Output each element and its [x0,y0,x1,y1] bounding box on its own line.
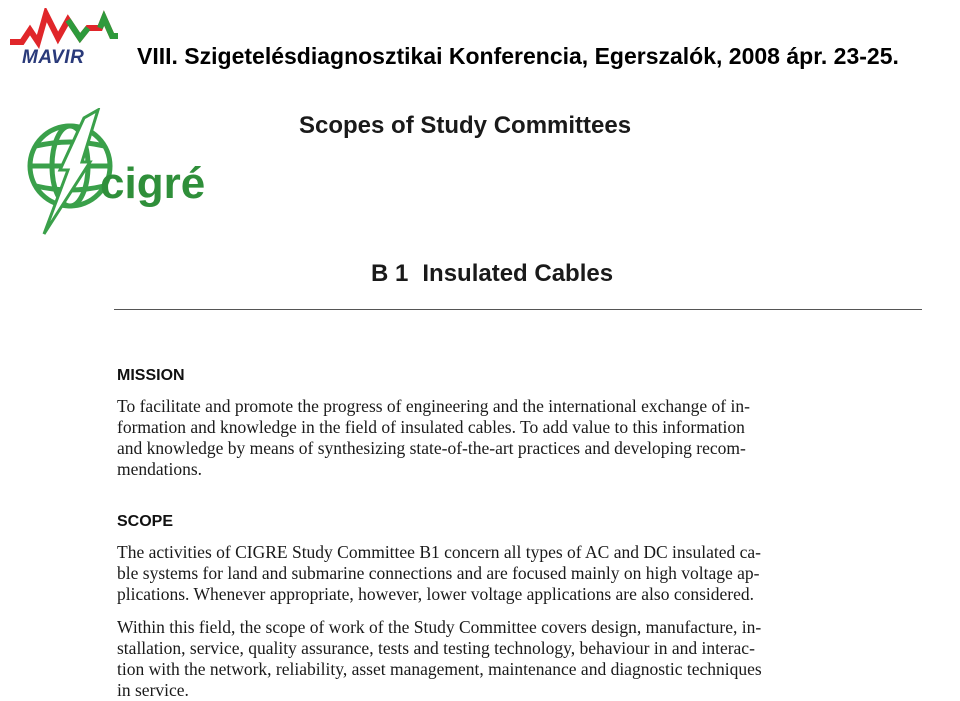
committee-name: Insulated Cables [422,260,614,287]
paragraph-line: Within this field, the scope of work of the Study Committee covers design, manufacture, in- [117,617,762,637]
paragraph-line: stallation, service, quality assurance, tests and testing technology, behaviour in and interac- [117,638,755,658]
committee-heading [371,258,613,290]
paragraph-line: tion with the network, reliability, asset management, maintenance and diagnostic techniques [117,659,762,679]
scope-paragraph-1 [117,542,917,605]
paragraph-line: The activities of CIGRE Study Committee B1 concern all types of AC and DC insulated ca- [117,542,761,562]
cigre-logo-text: cigré [100,159,206,208]
conference-title: VIII. Szigetelésdiagnosztikai Konferencia, Egerszalók, 2008 ápr. 23-25. [137,43,899,69]
cigre-logo [24,108,206,236]
mission-paragraph [117,396,917,480]
paragraph-line: ble systems for land and submarine connections and are focused mainly on high voltage ap- [117,563,760,583]
mavir-logo-text: MAVIR [22,47,85,68]
paragraph-line: To facilitate and promote the progress of engineering and the international exchange of in- [117,396,750,416]
mavir-logo-graphic [8,8,120,52]
paragraph-line: formation and knowledge in the field of insulated cables. To add value to this information [117,417,745,437]
scope-paragraph-2 [117,617,917,701]
paragraph-line: plications. Whenever appropriate, however, lower voltage applications are also considered. [117,584,754,604]
document-title: Scopes of Study Committees [299,112,632,139]
section-heading-scope: SCOPE [117,513,174,530]
horizontal-divider [114,309,922,310]
cigre-globe-icon [24,108,206,236]
paragraph-line: in service. [117,680,189,700]
paragraph-line: mendations. [117,459,203,479]
section-heading-mission: MISSION [117,367,185,384]
committee-code: B 1 [371,260,409,287]
paragraph-line: and knowledge by means of synthesizing state-of-the-art practices and developing recom- [117,438,746,458]
